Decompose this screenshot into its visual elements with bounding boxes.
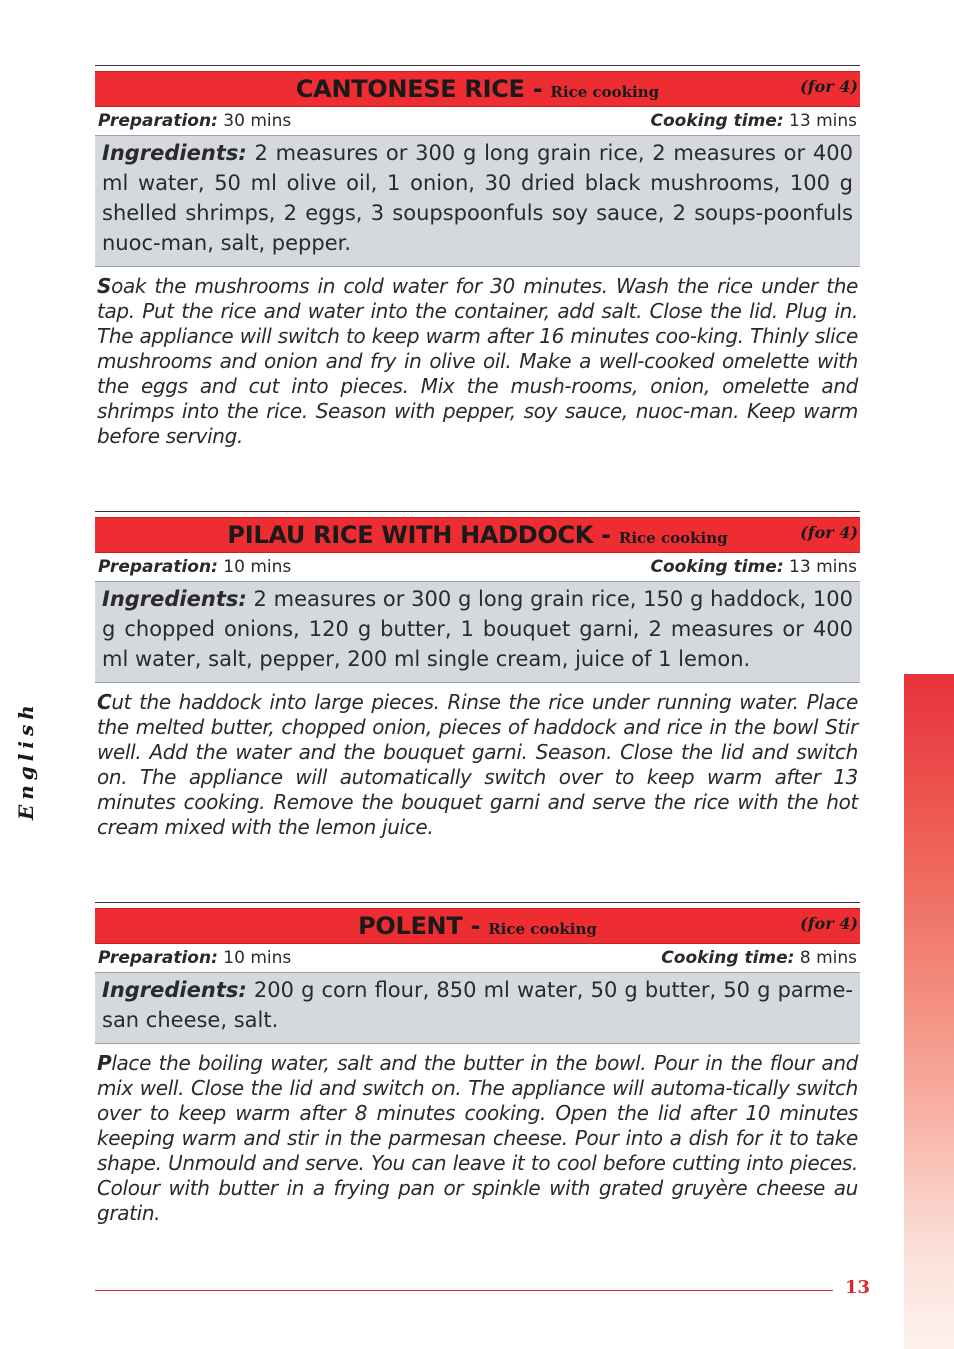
recipe-subtitle: Rice cooking: [618, 529, 728, 547]
recipe-title-text: PILAU RICE WITH HADDOCK -: [227, 521, 611, 549]
ingredients-text: 200 g corn flour, 850 ml water, 50 g butter, 50 g parme-san cheese, salt.: [102, 978, 853, 1032]
recipe-title-bar: [95, 517, 860, 553]
cooking-time: [650, 553, 857, 581]
divider: [95, 65, 860, 66]
serves-label: (for 4): [800, 77, 858, 96]
recipe-pilau-rice: [95, 511, 860, 840]
ingredients-box: [95, 581, 860, 683]
recipe-title: [95, 75, 860, 103]
serves-label: (for 4): [800, 914, 858, 933]
language-side-tab: [904, 674, 954, 1349]
recipe-title-text: POLENT -: [358, 912, 481, 940]
recipe-meta: [95, 944, 860, 972]
ingredients-box: [95, 135, 860, 267]
recipe-subtitle: Rice cooking: [550, 83, 660, 101]
preparation-label: Preparation:: [98, 948, 218, 968]
divider: [95, 511, 860, 512]
method-body: lace the boiling water, salt and the butter in the bowl. Pour in the flour and mix well. Close the lid and switch on. The appliance will automa-tically switch over to keep warm after 8 minutes cooking. Open the lid after 10 minutes keeping warm and stir in the parmesan cheese. Pour into a dish for it to take shape. Unmould and serve. You can leave it to cool before cutting into pieces. Colour with butter in a frying pan or spinkle with grated gruyère cheese au gratin.: [97, 1051, 858, 1225]
method-initial: C: [97, 690, 112, 714]
method-text: [95, 274, 860, 449]
preparation-value: 30 mins: [223, 111, 292, 131]
recipe-meta: [95, 553, 860, 581]
recipe-meta: [95, 107, 860, 135]
cooking-label: Cooking time:: [650, 111, 784, 131]
serves-label: (for 4): [800, 523, 858, 542]
method-initial: P: [97, 1051, 112, 1075]
ingredients-label: Ingredients:: [102, 141, 247, 165]
ingredients-label: Ingredients:: [102, 978, 247, 1002]
cooking-value: 13 mins: [789, 557, 857, 577]
preparation-time: [98, 107, 291, 135]
preparation-value: 10 mins: [223, 948, 292, 968]
preparation-value: 10 mins: [223, 557, 292, 577]
recipe-cantonese-rice: [95, 65, 860, 449]
recipe-polent: [95, 902, 860, 1226]
ingredients-label: Ingredients:: [102, 587, 247, 611]
preparation-label: Preparation:: [98, 557, 218, 577]
divider: [95, 902, 860, 903]
method-body: ut the haddock into large pieces. Rinse the rice under running water. Place the melted butter, chopped onion, pieces of haddock and rice in the bowl Stir well. Add the water and the bouquet garni. Season. Close the lid and switch on. The appliance will automatically switch over to keep warm after 13 minutes cooking. Remove the bouquet garni and serve the rice with the hot cream mixed with the lemon juice.: [97, 690, 858, 839]
ingredients-text: 2 measures or 300 g long grain rice, 2 measures or 400 ml water, 50 ml olive oil, 1 onion, 30 dried black mushrooms, 100 g shelled shrimps, 2 eggs, 3 soupspoonfuls soy sauce, 2 soups-poonfuls nuoc-man, salt, pepper.: [102, 141, 853, 255]
method-initial: S: [97, 274, 112, 298]
recipe-title-bar: [95, 908, 860, 944]
preparation-time: [98, 553, 291, 581]
method-text: [95, 1051, 860, 1226]
recipe-title-text: CANTONESE RICE -: [295, 75, 543, 103]
ingredients-box: [95, 972, 860, 1044]
cooking-value: 8 mins: [799, 948, 857, 968]
cooking-label: Cooking time:: [650, 557, 784, 577]
recipe-title-bar: [95, 71, 860, 107]
method-text: [95, 690, 860, 840]
ingredients-text: 2 measures or 300 g long grain rice, 150 g haddock, 100 g chopped onions, 120 g butter, 1 bouquet garni, 2 measures or 400 ml water, salt, pepper, 200 ml single cream, juice of 1 lemon.: [102, 587, 853, 671]
cooking-value: 13 mins: [789, 111, 857, 131]
page-number: 13: [845, 1277, 871, 1298]
recipe-title: [95, 912, 860, 940]
preparation-label: Preparation:: [98, 111, 218, 131]
cooking-time: [661, 944, 857, 972]
footer-rule: [95, 1290, 833, 1291]
recipe-title: [95, 521, 860, 549]
cooking-time: [650, 107, 857, 135]
cooking-label: Cooking time:: [661, 948, 795, 968]
preparation-time: [98, 944, 291, 972]
recipe-subtitle: Rice cooking: [488, 920, 597, 938]
method-body: oak the mushrooms in cold water for 30 minutes. Wash the rice under the tap. Put the rice and water into the container, add salt. Close the lid. Plug in. The appliance will switch to keep warm after 16 minutes coo-king. Thinly slice mushrooms and onion and fry in olive oil. Make a well-cooked omelette with the eggs and cut into pieces. Mix the mush-rooms, onion, omelette and shrimps into the rice. Season with pepper, soy sauce, nuoc-man. Keep warm before serving.: [97, 274, 858, 448]
